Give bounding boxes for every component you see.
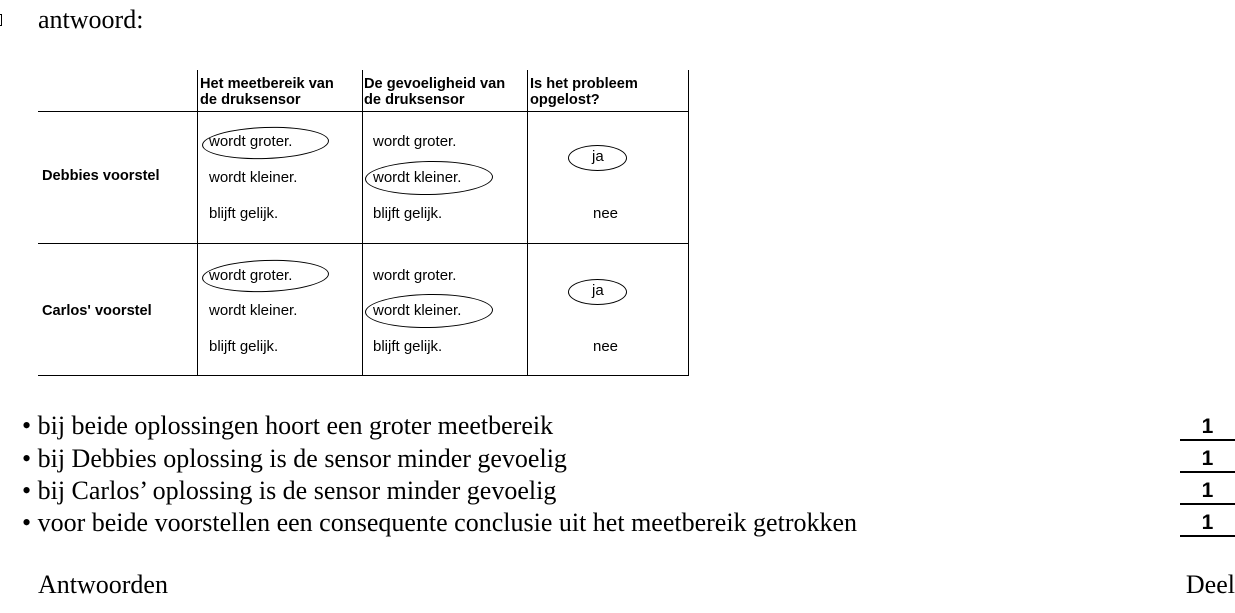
option-text: wordt groter. [373,267,457,284]
header-cell [364,76,505,108]
criterion-score: 1 [1201,511,1214,534]
option-text: blijft gelijk. [373,205,443,222]
header-line: opgelost? [530,92,600,108]
header-cell [530,76,638,108]
footer-right-text: Deel [1185,570,1235,599]
table-vline-1 [197,70,198,376]
option-text: blijft gelijk. [209,338,279,355]
answer-label: antwoord: [38,5,144,34]
table-hline-3 [38,375,689,376]
criterion-score: 1 [1201,479,1214,502]
criterion-text: • voor beide voorstellen een consequente conclusie uit het meetbereik getrokken [22,508,858,537]
header-line: de druksensor [364,92,465,108]
criterion-text: • bij Carlos’ oplossing is de sensor minder gevoelig [22,476,557,505]
option-text: nee [593,205,619,222]
table-vline-2 [362,70,363,376]
option-text: ja [592,282,604,299]
circled-answer [568,279,627,305]
option-text: wordt kleiner. [373,169,462,186]
circled-answer [365,293,494,329]
option-text: wordt groter. [209,133,293,150]
score-underline [1180,439,1235,441]
footer-left-text: Antwoorden [38,570,168,599]
table-hline-1 [38,111,689,112]
score-underline [1180,503,1235,505]
option-text: wordt kleiner. [209,169,298,186]
row-label: Carlos' voorstel [42,303,152,319]
header-line: Het meetbereik van [200,76,334,92]
table-vline-4 [688,70,689,376]
option-text: wordt groter. [373,133,457,150]
option-text: wordt kleiner. [209,302,298,319]
criterion-score: 1 [1201,447,1214,470]
header-line: de druksensor [200,92,301,108]
header-line: Is het probleem [530,76,638,92]
score-underline [1180,471,1235,473]
row-label: Debbies voorstel [42,168,160,184]
table-vline-3 [527,70,528,376]
option-text: blijft gelijk. [373,338,443,355]
criterion-score: 1 [1201,415,1214,438]
header-cell [200,76,334,108]
option-text: ja [592,148,604,165]
criterion-text: • bij beide oplossingen hoort een groter meetbereik [22,411,554,440]
table-hline-2 [38,243,689,244]
circled-answer [365,160,494,196]
circled-answer [201,125,329,161]
option-text: blijft gelijk. [209,205,279,222]
score-underline [1180,535,1235,537]
option-text: wordt kleiner. [373,302,462,319]
option-text: nee [593,338,619,355]
criterion-text: • bij Debbies oplossing is de sensor minder gevoelig [22,444,567,473]
circled-answer [568,145,627,171]
header-line: De gevoeligheid van [364,76,506,92]
circled-answer [201,258,329,294]
option-text: wordt groter. [209,267,293,284]
